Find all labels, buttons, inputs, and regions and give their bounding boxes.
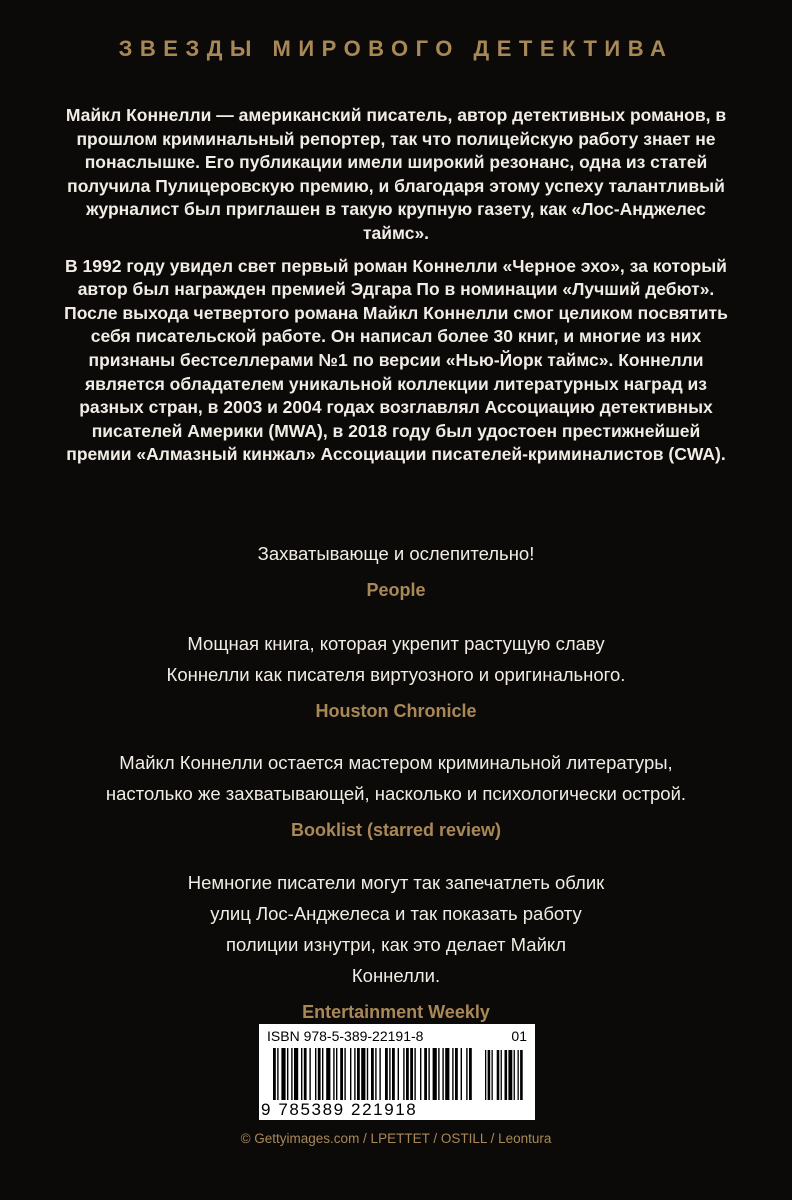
barcode-bar (326, 1048, 330, 1100)
barcode-bar (385, 1048, 388, 1100)
series-title: ЗВЕЗДЫ МИРОВОГО ДЕТЕКТИВА (118, 36, 674, 61)
barcode-bar (315, 1048, 316, 1100)
barcode-bar (420, 1048, 421, 1100)
quote-source: Booklist (starred review) (290, 820, 502, 840)
barcode-bar (367, 1048, 368, 1100)
quote-source: Houston Chronicle (315, 701, 477, 721)
barcode-addon-bar (518, 1050, 519, 1100)
barcode-bar (340, 1048, 343, 1100)
quote-source: Entertainment Weekly (302, 1002, 490, 1022)
barcode-bar (333, 1048, 334, 1100)
barcode-addon-bar (492, 1050, 493, 1100)
quote-text: Майкл Коннелли остается мастером криминальной литературы, настолько же захватывающей, насколько и психологически острой. (105, 752, 687, 804)
barcode-bar (273, 1048, 276, 1100)
barcode-bar (398, 1048, 399, 1100)
photo-credits: © Gettyimages.com / LPETTET / OSTILL / Leontura (240, 1131, 552, 1146)
barcode-bar (438, 1048, 439, 1100)
barcode-addon-bar (485, 1050, 486, 1100)
barcode-bar (389, 1048, 390, 1100)
barcode-bar (287, 1048, 288, 1100)
barcode-bar (469, 1048, 472, 1100)
barcode-bar (403, 1048, 404, 1100)
barcode-bar (291, 1048, 292, 1100)
barcode-addon-bar (488, 1050, 491, 1100)
barcode-bar (379, 1048, 380, 1100)
barcode-bar (428, 1048, 429, 1100)
barcode-bar (371, 1048, 374, 1100)
bio-paragraph-2: В 1992 году увидел свет первый роман Коннелли «Черное эхо», за который автор был награжден премией Эдгара По в номинации «Лучший дебют». После выхода четвертого романа Майкл Коннелли смог целиком посвятить себя писательской работе. Он написал более 30 книг, и многие из них признаны бестселлерами №1 по версии «Нью-Йорк таймс». Коннелли является обладателем уникальной коллекции литературных наград из разных стран, в 2003 и 2004 годах возглавлял Ассоциацию детективных писателей Америки (MWA), в 2018 году был удостоен престижнейшей премии «Алмазный кинжал» Ассоциации писателей-криминалистов (CWA). (64, 255, 728, 465)
barcode-bar (294, 1048, 298, 1100)
isbn-addon: 01 (511, 1028, 527, 1044)
barcode-bar (466, 1048, 467, 1100)
barcode-bar (392, 1048, 395, 1100)
review-quote-1 (50, 538, 742, 606)
barcode-bar (410, 1048, 413, 1100)
barcode-bar (336, 1048, 337, 1100)
barcode-addon-bar (505, 1050, 508, 1100)
barcode-digits: 9 785389 221918 (261, 1100, 418, 1119)
barcode-bar (375, 1048, 376, 1100)
barcode-addon-bar (508, 1050, 512, 1100)
barcode-bar (361, 1048, 365, 1100)
barcode-addon-bar (520, 1050, 523, 1100)
barcode-bar (445, 1048, 449, 1100)
barcode-bar (304, 1048, 307, 1100)
barcode-bar (455, 1048, 458, 1100)
bio-paragraph-1: Майкл Коннелли — американский писатель, автор детективных романов, в прошлом криминальный репортер, так что полицейскую работу знает не понаслышке. Его публикации имели широкий резонанс, одна из статей получила Пулицеровскую премию, и благодаря этому успеху талантливый журналист был приглашен в такую крупную газету, как «Лос-Анджелес таймс». (65, 105, 727, 243)
isbn-label: ISBN 978-5-389-22191-8 (267, 1028, 424, 1044)
barcode-bar (424, 1048, 427, 1100)
author-bio (60, 104, 732, 476)
barcode-bar (452, 1048, 453, 1100)
isbn-barcode (259, 1024, 535, 1120)
barcode-addon-bar (497, 1050, 500, 1100)
barcode-bar (406, 1048, 409, 1100)
barcode-addon-bar (514, 1050, 515, 1100)
barcode-bar (318, 1048, 321, 1100)
barcode-bar (322, 1048, 323, 1100)
barcode-bar (309, 1048, 310, 1100)
quote-source: People (366, 580, 426, 600)
barcode-bar (301, 1048, 302, 1100)
quote-text: Мощная книга, которая укрепит растущую славу Коннелли как писателя виртуозного и оригинального. (166, 633, 626, 685)
barcode-bar (281, 1048, 285, 1100)
barcode-bar (344, 1048, 345, 1100)
barcode-bar (414, 1048, 415, 1100)
barcode-bar (442, 1048, 443, 1100)
barcode-bars (273, 1048, 525, 1100)
quote-text: Немногие писатели могут так запечатлеть облик улиц Лос-Анджелеса и так показать работу полиции изнутри, как это делает Майкл Коннелли. (187, 872, 605, 986)
barcode-bar (354, 1048, 355, 1100)
barcode-bar (433, 1048, 437, 1100)
review-quote-2 (50, 628, 742, 727)
barcode-addon-bar (501, 1050, 502, 1100)
barcode-bar (350, 1048, 351, 1100)
review-quote-4 (50, 867, 742, 1028)
review-quote-3 (50, 747, 742, 846)
barcode-bar (357, 1048, 360, 1100)
barcode-bar (461, 1048, 462, 1100)
quote-text: Захватывающе и ослепительно! (257, 543, 535, 564)
barcode-bar (277, 1048, 278, 1100)
